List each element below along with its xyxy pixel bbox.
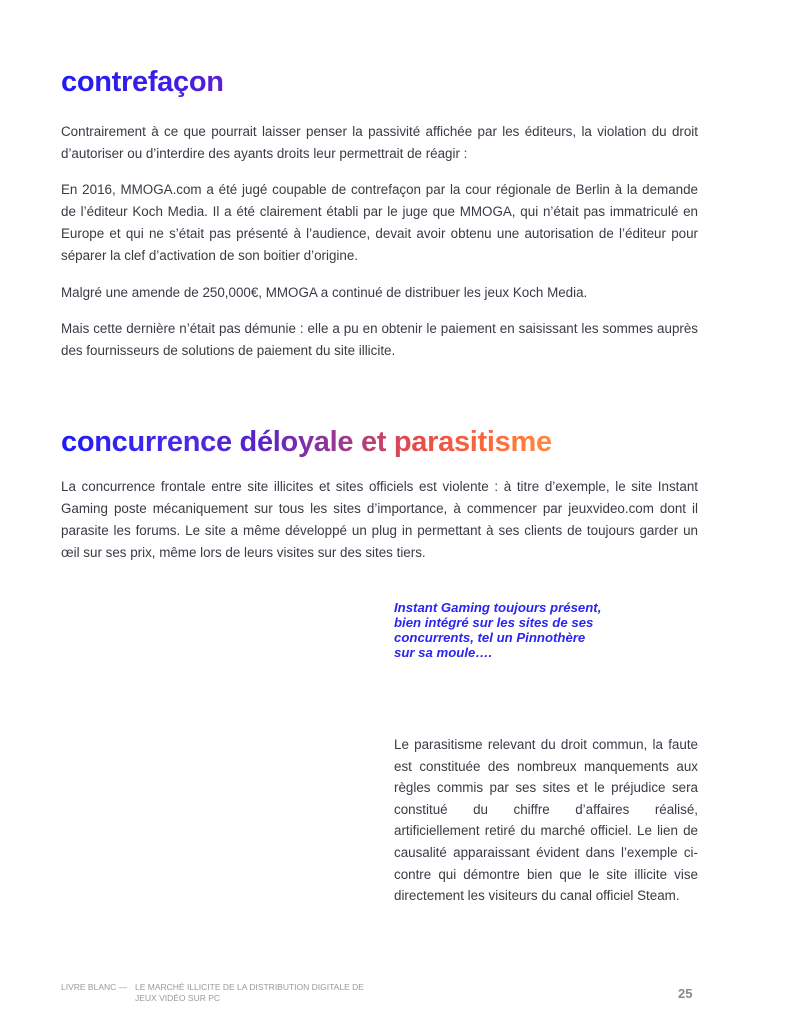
paragraph: En 2016, MMOGA.com a été jugé coupable de contrefaçon par la cour régionale de Berlin à la demande de l’éditeur Koch Media. Il a été clairement établi par le juge que MMOGA, qui n’était pas immatriculé en Europe et qui ne s’était pas présenté à l’audience, devait avoir obtenu une autorisation de l’éditeur pour séparer la clef d’activation de son boitier d’origine. (61, 182, 698, 263)
pull-quote: Instant Gaming toujours présent, bien intégré sur les sites de ses concurrents, tel un Pinnothère sur sa moule…. (394, 600, 602, 660)
paragraph: Malgré une amende de 250,000€, MMOGA a continué de distribuer les jeux Koch Media. (61, 285, 588, 300)
section-title-concurrence: concurrence déloyale et parasitisme (61, 426, 552, 458)
section-title-contrefacon: contrefaçon (61, 66, 224, 98)
side-paragraph: Le parasitisme relevant du droit commun, la faute est constituée des nombreux manquements aux règles commis par ses sites et le préjudice sera constitué du chiffre d’affaires réalisé, artificiellement retiré du marché officiel. Le lien de causalité apparaissant évident dans l’exemple ci-contre qui démontre bien que le site illicite vise directement les visiteurs du canal officiel Steam. (394, 737, 698, 904)
paragraph: Contrairement à ce que pourrait laisser penser la passivité affichée par les éditeurs, la violation du droit d’autoriser ou d’interdire des ayants droits leur permettrait de réagir : (61, 124, 698, 161)
footer-label: LIVRE BLANC — (61, 982, 128, 992)
footer-title: LE MARCHÉ ILLICITE DE LA DISTRIBUTION DIGITALE DE JEUX VIDÉO SUR PC (135, 982, 364, 1003)
paragraph: La concurrence frontale entre site illicites et sites officiels est violente : à titre d’exemple, le site Instant Gaming poste mécaniquement sur tous les sites d’importance, à commencer par jeuxvideo.com dont il parasite les forums. Le site a même développé un plug in permettant à ses clients de toujours garder un œil sur ses prix, même lors de leurs visites sur des sites tiers. (61, 479, 698, 560)
paragraph: Mais cette dernière n’était pas démunie : elle a pu en obtenir le paiement en saisissant les sommes auprès des fournisseurs de solutions de paiement du site illicite. (61, 321, 698, 358)
page-number: 25 (678, 986, 693, 1001)
